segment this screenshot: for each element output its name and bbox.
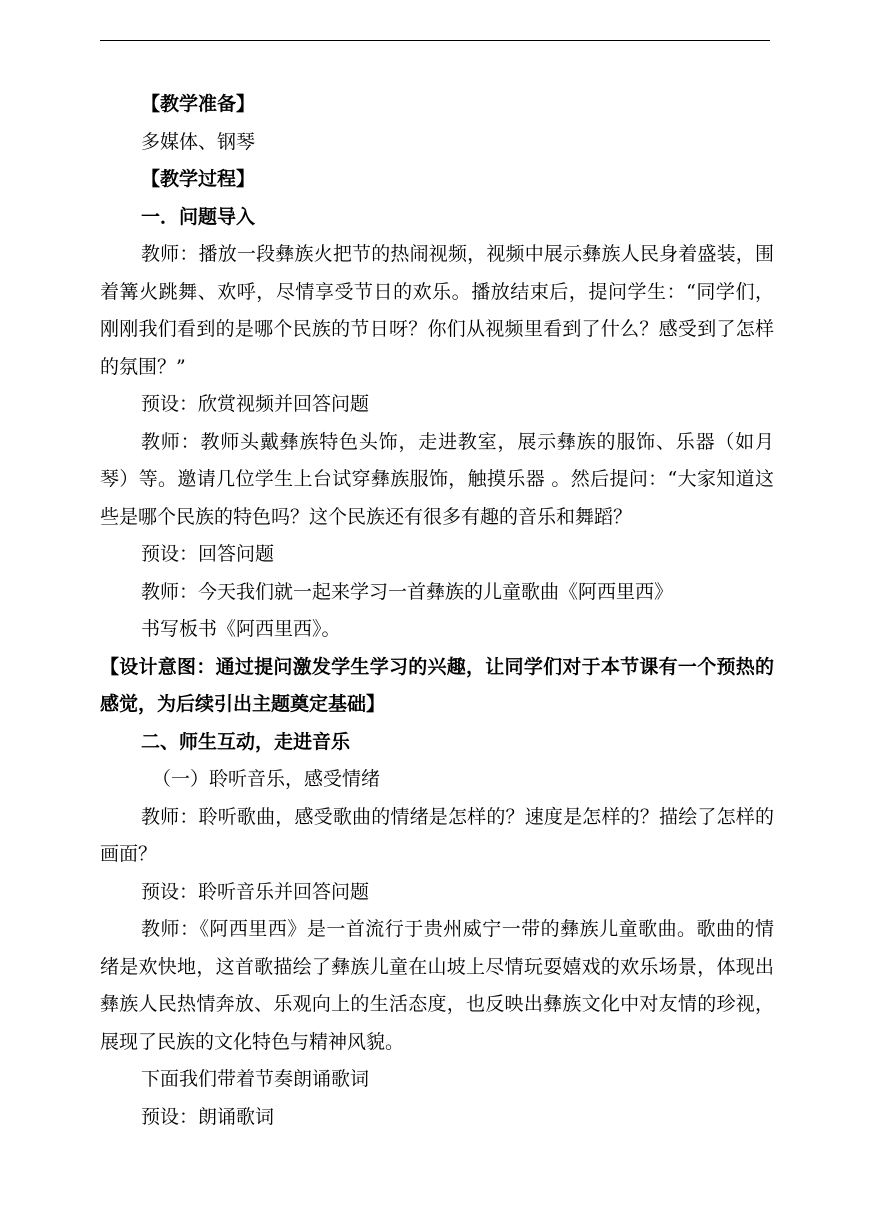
paragraph-song-intro: 教师：今天我们就一起来学习一首彝族的儿童歌曲《阿西里西》 <box>141 580 674 603</box>
preset-recite: 预设：朗诵歌词 <box>141 1105 275 1128</box>
preset-listen-answer: 预设：聆听音乐并回答问题 <box>141 880 370 903</box>
heading-teaching-prep: 【教学准备】 <box>141 93 256 115</box>
paragraph-song-description: 教师：《阿西里西》是一首流行于贵州威宁一带的彝族儿童歌曲。歌曲的情绪是欢快地，这首歌描绘了彝族儿童在山坡上尽情玩耍嬉戏的欢乐场景，体现出彝族人民热情奔放、乐观向上的生活态度，也反映出彝族文化中对友情的珍视，展现了民族的文化特色与精神风貌。 <box>100 918 774 1053</box>
preset-answer: 预设：回答问题 <box>141 543 275 565</box>
header-rule <box>100 40 770 41</box>
paragraph-video-intro: 教师：播放一段彝族火把节的热闹视频，视频中展示彝族人民身着盛装，围着篝火跳舞、欢呼，尽情享受节日的欢乐。播放结束后，提问学生：“同学们，刚刚我们看到的是哪个民族的节日呀？你们从视频里看到了什么？感受到了怎样的氛围？” <box>100 243 774 378</box>
paragraph-listen-question: 教师：聆听歌曲，感受歌曲的情绪是怎样的？速度是怎样的？描绘了怎样的画面？ <box>100 805 774 865</box>
section-1-title: 一．问题导入 <box>141 205 256 228</box>
heading-teaching-process: 【教学过程】 <box>141 168 256 190</box>
document-body <box>100 86 774 1136</box>
subsection-1-title: （一）聆听音乐，感受情绪 <box>152 768 381 790</box>
preset-watch-answer: 预设：欣赏视频并回答问题 <box>141 393 370 415</box>
paragraph-recite-lyrics: 下面我们带着节奏朗诵歌词 <box>141 1068 370 1090</box>
design-intent: 【设计意图：通过提问激发学生学习的兴趣，让同学们对于本节课有一个预热的感觉，为后续引出主题奠定基础】 <box>100 655 774 715</box>
board-writing: 书写板书《阿西里西》。 <box>141 618 341 640</box>
paragraph-costume-show: 教师：教师头戴彝族特色头饰，走进教室，展示彝族的服饰、乐器（如月琴）等。邀请几位学生上台试穿彝族服饰，触摸乐器 。然后提问：“大家知道这些是哪个民族的特色吗？这个民族还有很多有趣的音乐和舞蹈？ <box>100 430 774 528</box>
section-2-title: 二、师生互动，走进音乐 <box>141 730 351 753</box>
prep-items: 多媒体、钢琴 <box>141 130 256 153</box>
